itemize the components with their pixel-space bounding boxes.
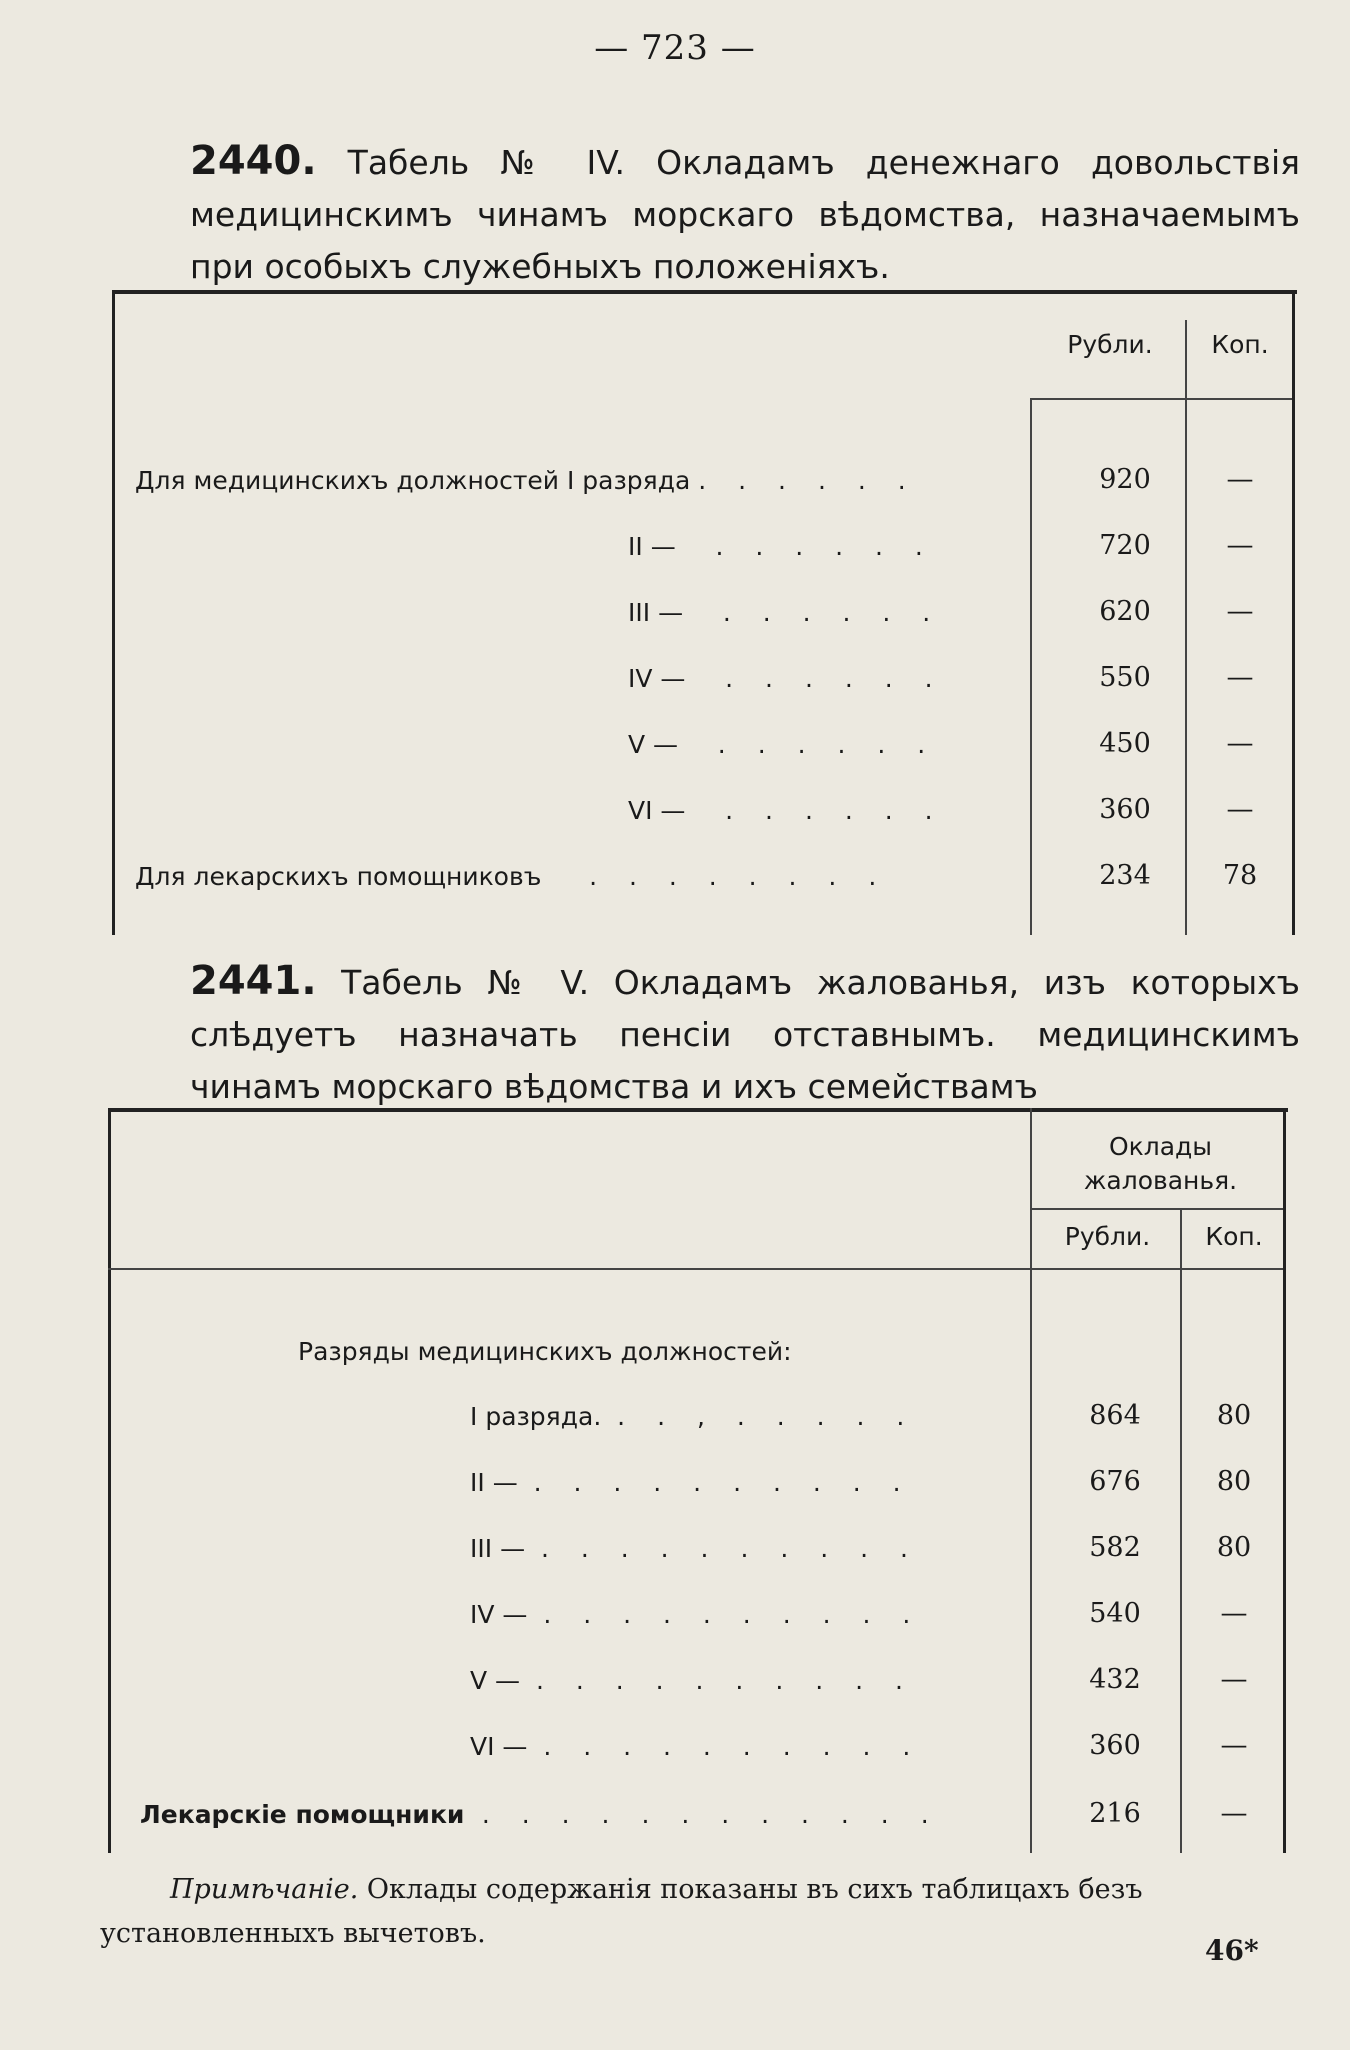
rubles-col-rule — [1030, 398, 1032, 935]
table-top-rule — [112, 290, 1297, 294]
cell-kopeks: — — [1226, 662, 1254, 693]
row-label: V — — [628, 730, 679, 759]
header-bottom-rule — [108, 1268, 1283, 1270]
row-label: Для медицинскихъ должностей I разряда — [135, 466, 691, 495]
table-left-rule — [108, 1108, 111, 1853]
table-row — [470, 1732, 922, 1761]
col-rubles: Рубли. — [1067, 330, 1153, 359]
cell-rubles: 864 — [1089, 1400, 1141, 1431]
cell-rubles: 450 — [1099, 728, 1151, 759]
footnote-label: Примѣчаніе. — [170, 1874, 359, 1905]
row-leader: . . . . . . — [722, 598, 943, 627]
row-leader: . . . . . . — [725, 796, 945, 825]
cell-rubles: 360 — [1099, 794, 1151, 825]
table-top-rule — [108, 1108, 1288, 1112]
cell-kopeks: — — [1226, 596, 1254, 627]
row-leader: . . , . . . . . — [617, 1402, 917, 1431]
cell-rubles: 234 — [1099, 860, 1151, 891]
row-leader: . . . . . . . . . . — [543, 1732, 923, 1761]
footnote — [100, 1868, 1300, 1956]
footnote-text: Оклады содержанія показаны въ сихъ таблицахъ безъ установленныхъ вычетовъ. — [100, 1874, 1143, 1949]
group-col-rule — [1030, 1108, 1032, 1853]
table-row — [470, 1468, 913, 1497]
row-label: Лекарскіе помощники — [140, 1800, 465, 1829]
cell-kopeks: — — [1220, 1664, 1248, 1695]
page-number: — 723 — — [594, 28, 756, 68]
cell-kopeks: 80 — [1216, 1532, 1252, 1563]
row-leader: . . . . . . . . . . — [540, 1534, 920, 1563]
section-title: Табель № V. Окладамъ жалованья, изъ которыхъ слѣдуетъ назначать пенсіи отставнымъ. медицинскимъ чинамъ морскаго вѣдомства и ихъ семействамъ — [190, 963, 1300, 1106]
cell-rubles: 550 — [1099, 662, 1151, 693]
cell-kopeks: — — [1226, 530, 1254, 561]
cell-kopeks: — — [1226, 728, 1254, 759]
row-leader: . . . . . . . . . . . . — [481, 1800, 941, 1829]
row-label: VI — — [470, 1732, 528, 1761]
cell-rubles: 582 — [1089, 1532, 1141, 1563]
row-leader: . . . . . . — [715, 532, 935, 561]
row-leader: . . . . . . — [698, 466, 918, 495]
table-row — [628, 796, 945, 825]
table-row — [470, 1600, 922, 1629]
row-label: I разряда. — [470, 1402, 602, 1431]
col-kopeks: Коп. — [1211, 330, 1269, 359]
table-row — [470, 1534, 920, 1563]
table-row — [140, 1800, 941, 1829]
table-row — [628, 664, 945, 693]
subheader-rule — [1030, 1208, 1283, 1210]
cell-kopeks: — — [1220, 1598, 1248, 1629]
cell-kopeks: — — [1226, 794, 1254, 825]
cell-kopeks: — — [1220, 1730, 1248, 1761]
table-row — [628, 532, 935, 561]
row-label: VI — — [628, 796, 686, 825]
col-group: Оклады жалованья. — [1083, 1132, 1238, 1195]
table-left-rule — [112, 290, 115, 935]
table-row — [470, 1666, 915, 1695]
cell-kopeks: 78 — [1222, 860, 1258, 891]
cell-rubles: 720 — [1099, 530, 1151, 561]
table-row — [628, 730, 937, 759]
cell-kopeks: 80 — [1216, 1400, 1252, 1431]
table-row — [135, 466, 918, 495]
row-label: IV — — [628, 664, 686, 693]
row-leader: . . . . . . . . — [589, 862, 889, 891]
section-number: 2440. — [190, 138, 317, 184]
row-label: II — — [628, 532, 676, 561]
row-leader: . . . . . . . . . . — [533, 1468, 913, 1497]
cell-kopeks: — — [1226, 464, 1254, 495]
row-leader: . . . . . . . . . . — [535, 1666, 915, 1695]
section-number: 2441. — [190, 958, 317, 1004]
row-label: II — — [470, 1468, 518, 1497]
table-row — [470, 1402, 916, 1431]
table-row — [135, 862, 888, 891]
cell-rubles: 540 — [1089, 1598, 1141, 1629]
col-kopeks: Коп. — [1205, 1222, 1263, 1251]
header-rule — [1030, 398, 1292, 400]
row-label: Для лекарскихъ помощниковъ — [135, 862, 542, 891]
row-label: III — — [470, 1534, 526, 1563]
col-rubles: Рубли. — [1064, 1222, 1151, 1251]
cell-rubles: 216 — [1089, 1798, 1141, 1829]
cell-rubles: 432 — [1089, 1664, 1141, 1695]
row-leader: . . . . . . — [717, 730, 938, 759]
table-subheading: Разряды медицинскихъ должностей: — [298, 1337, 792, 1366]
cell-rubles: 620 — [1099, 596, 1151, 627]
section-2441-heading — [190, 955, 1300, 1113]
cell-rubles: 920 — [1099, 464, 1151, 495]
row-leader: . . . . . . — [725, 664, 945, 693]
cell-kopeks: — — [1220, 1798, 1248, 1829]
kopeks-col-rule — [1185, 320, 1187, 935]
signature-mark: 46* — [1205, 1934, 1259, 1967]
row-leader: . . . . . . . . . . — [543, 1600, 923, 1629]
section-2440-heading — [190, 135, 1300, 293]
cell-rubles: 676 — [1089, 1466, 1141, 1497]
table-right-rule — [1292, 290, 1295, 935]
table-right-rule — [1283, 1108, 1286, 1853]
section-title: Табель № IV. Окладамъ денежнаго довольствія медицинскимъ чинамъ морскаго вѣдомства, назначаемымъ при особыхъ служебныхъ положеніяхъ. — [190, 143, 1300, 286]
table-row — [628, 598, 942, 627]
row-label: III — — [628, 598, 684, 627]
cell-kopeks: 80 — [1216, 1466, 1252, 1497]
row-label: IV — — [470, 1600, 528, 1629]
row-label: V — — [470, 1666, 521, 1695]
cell-rubles: 360 — [1089, 1730, 1141, 1761]
